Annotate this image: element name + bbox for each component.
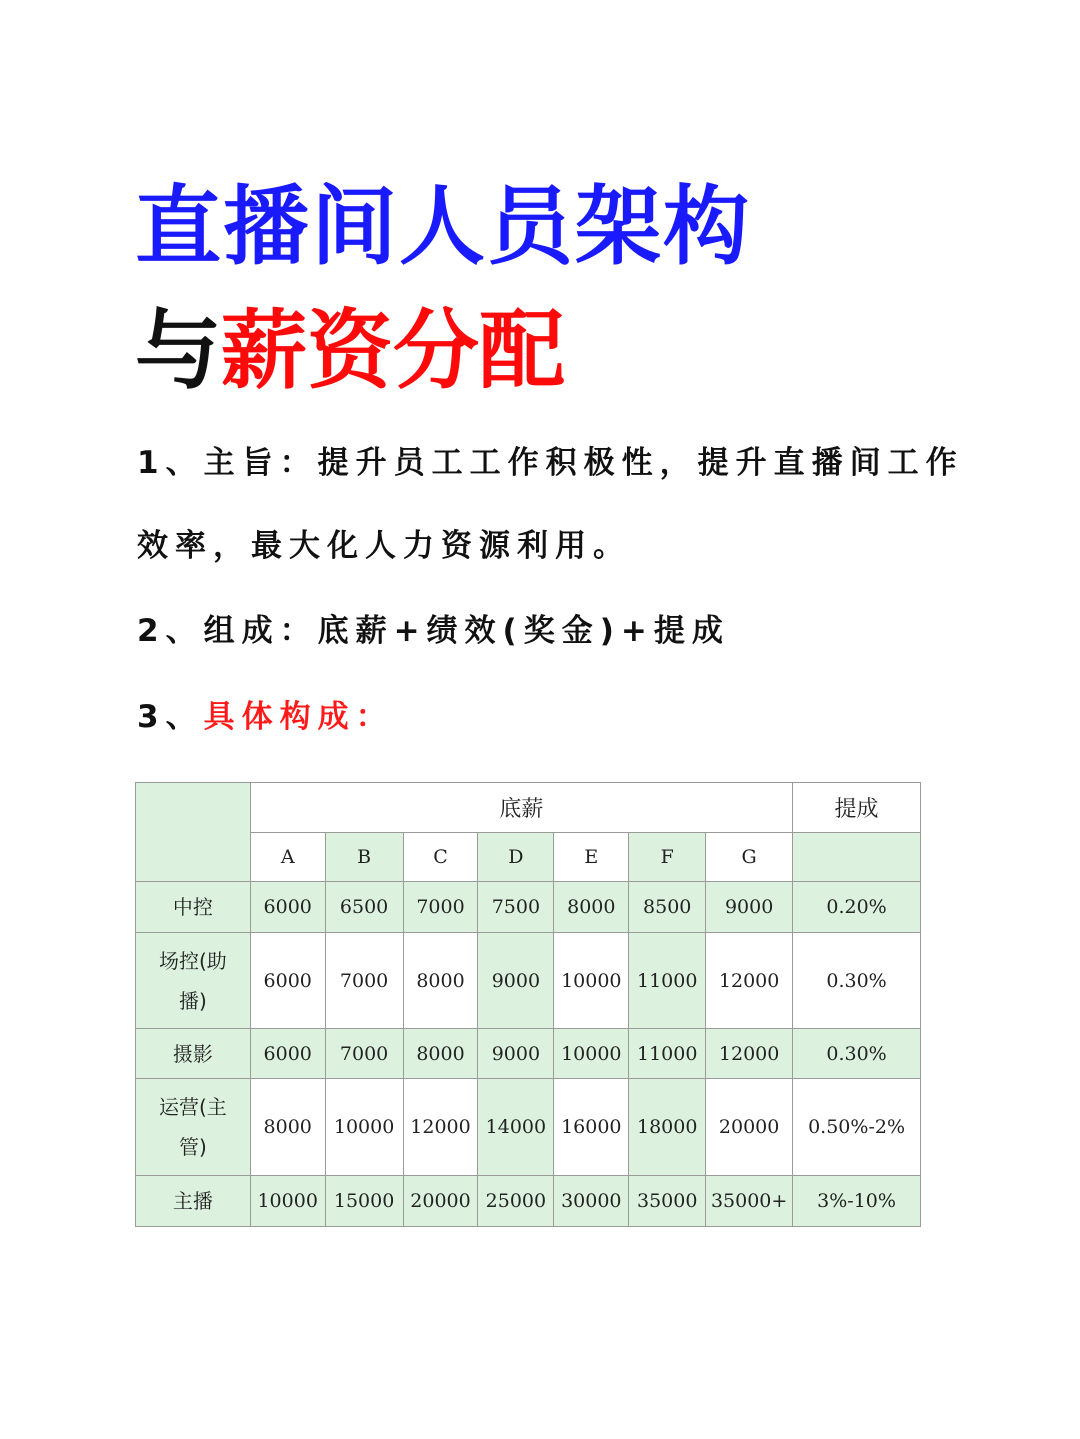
salary-cell: 10000 bbox=[250, 1176, 325, 1227]
salary-cell: 6500 bbox=[325, 882, 403, 933]
salary-cell: 16000 bbox=[554, 1079, 629, 1176]
role-label: 主播 bbox=[136, 1176, 251, 1227]
commission-cell: 0.30% bbox=[793, 1029, 921, 1079]
header-base-salary: 底薪 bbox=[250, 783, 792, 833]
salary-cell: 6000 bbox=[250, 882, 325, 933]
salary-cell: 6000 bbox=[250, 933, 325, 1029]
salary-cell: 9000 bbox=[478, 1029, 554, 1079]
section1-line1: 1、主旨：提升员工工作积极性，提升直播间工作 bbox=[137, 445, 964, 481]
salary-cell: 8000 bbox=[554, 882, 629, 933]
salary-cell: 7000 bbox=[325, 933, 403, 1029]
role-label: 运营(主管) bbox=[136, 1079, 251, 1176]
salary-cell: 8000 bbox=[403, 933, 478, 1029]
corner-cell bbox=[136, 783, 251, 882]
grade-header: G bbox=[706, 833, 793, 882]
table-row bbox=[136, 1176, 921, 1227]
commission-cell: 3%-10% bbox=[793, 1176, 921, 1227]
commission-subheader bbox=[793, 833, 921, 882]
page-title-line2 bbox=[135, 296, 565, 406]
commission-cell: 0.30% bbox=[793, 933, 921, 1029]
role-label: 摄影 bbox=[136, 1029, 251, 1079]
salary-cell: 8500 bbox=[629, 882, 706, 933]
section3-prefix: 3、 bbox=[137, 699, 204, 735]
salary-cell: 10000 bbox=[325, 1079, 403, 1176]
section2-text: 2、组成：底薪+绩效(奖金)+提成 bbox=[137, 613, 730, 649]
role-label: 中控 bbox=[136, 882, 251, 933]
table-row bbox=[136, 1079, 921, 1176]
salary-cell: 30000 bbox=[554, 1176, 629, 1227]
salary-cell: 8000 bbox=[250, 1079, 325, 1176]
salary-cell: 35000+ bbox=[706, 1176, 793, 1227]
salary-cell: 14000 bbox=[478, 1079, 554, 1176]
page-title-line1: 直播间人员架构 bbox=[135, 177, 751, 277]
salary-cell: 20000 bbox=[706, 1079, 793, 1176]
salary-cell: 11000 bbox=[629, 933, 706, 1029]
section3-highlight: 具体构成： bbox=[203, 699, 394, 735]
grade-header: B bbox=[325, 833, 403, 882]
table-row bbox=[136, 1029, 921, 1079]
grade-header: E bbox=[554, 833, 629, 882]
salary-cell: 11000 bbox=[629, 1029, 706, 1079]
commission-cell: 0.20% bbox=[793, 882, 921, 933]
commission-cell: 0.50%-2% bbox=[793, 1079, 921, 1176]
grade-header: D bbox=[478, 833, 554, 882]
salary-cell: 12000 bbox=[706, 933, 793, 1029]
grade-header: A bbox=[250, 833, 325, 882]
table-row bbox=[136, 933, 921, 1029]
salary-cell: 10000 bbox=[554, 933, 629, 1029]
salary-cell: 9000 bbox=[478, 933, 554, 1029]
salary-table bbox=[135, 782, 921, 1227]
salary-cell: 7000 bbox=[325, 1029, 403, 1079]
grade-header: F bbox=[629, 833, 706, 882]
salary-cell: 15000 bbox=[325, 1176, 403, 1227]
title-highlight: 薪资分配 bbox=[221, 301, 565, 401]
salary-cell: 7500 bbox=[478, 882, 554, 933]
salary-cell: 10000 bbox=[554, 1029, 629, 1079]
role-label: 场控(助播) bbox=[136, 933, 251, 1029]
salary-cell: 12000 bbox=[706, 1029, 793, 1079]
salary-cell: 20000 bbox=[403, 1176, 478, 1227]
salary-cell: 7000 bbox=[403, 882, 478, 933]
table-row bbox=[136, 882, 921, 933]
grade-header: C bbox=[403, 833, 478, 882]
salary-cell: 18000 bbox=[629, 1079, 706, 1176]
header-commission: 提成 bbox=[793, 783, 921, 833]
salary-cell: 9000 bbox=[706, 882, 793, 933]
section1-line2: 效率，最大化人力资源利用。 bbox=[137, 528, 631, 564]
salary-cell: 6000 bbox=[250, 1029, 325, 1079]
salary-cell: 25000 bbox=[478, 1176, 554, 1227]
salary-cell: 12000 bbox=[403, 1079, 478, 1176]
salary-cell: 8000 bbox=[403, 1029, 478, 1079]
salary-cell: 35000 bbox=[629, 1176, 706, 1227]
section3-text bbox=[137, 697, 394, 737]
title-prefix: 与 bbox=[135, 301, 221, 401]
